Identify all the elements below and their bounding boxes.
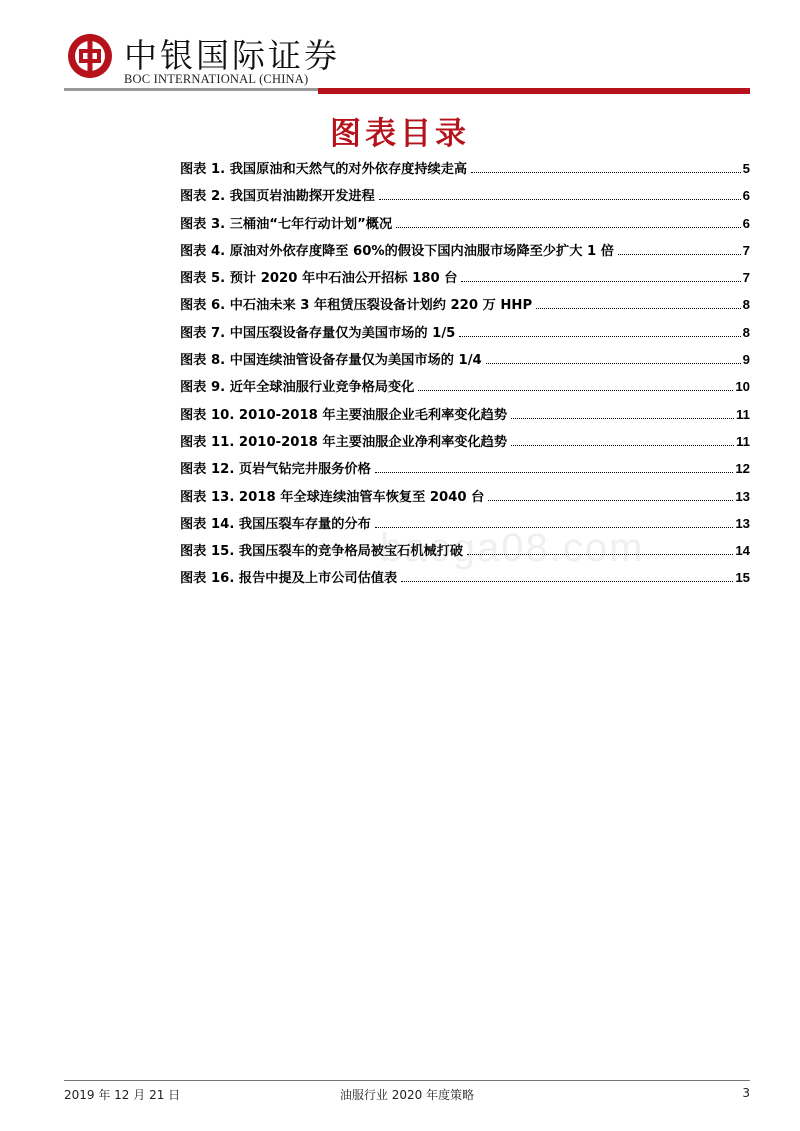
toc-entry-page[interactable]: 6 bbox=[742, 188, 750, 204]
toc-entry-page[interactable]: 13 bbox=[735, 515, 750, 531]
toc-entry-label[interactable]: 图表 15. 我国压裂车的竞争格局被宝石机械打破 bbox=[180, 544, 464, 560]
toc-entry-page[interactable]: 8 bbox=[742, 297, 750, 313]
toc-entry-label[interactable]: 图表 10. 2010-2018 年主要油服企业毛利率变化趋势 bbox=[180, 407, 508, 423]
toc-entry-label[interactable]: 图表 8. 中国连续油管设备存量仅为美国市场的 1/4 bbox=[180, 353, 482, 369]
toc-dot-leader bbox=[486, 363, 741, 364]
toc-entry-page[interactable]: 5 bbox=[742, 161, 750, 176]
toc-dot-leader bbox=[511, 445, 734, 446]
toc-entry-page[interactable]: 14 bbox=[735, 543, 750, 559]
toc-entry[interactable] bbox=[180, 322, 750, 349]
toc-entry-page[interactable]: 15 bbox=[735, 570, 750, 586]
toc-entry-label[interactable]: 图表 6. 中石油未来 3 年租赁压裂设备计划约 220 万 HHP bbox=[180, 298, 533, 314]
toc-entry[interactable] bbox=[180, 376, 750, 403]
toc-entry-page[interactable]: 7 bbox=[742, 242, 750, 258]
toc-entry[interactable] bbox=[180, 486, 750, 513]
footer-page-number: 3 bbox=[742, 1086, 750, 1100]
toc-entry[interactable] bbox=[180, 267, 750, 294]
toc-entry[interactable] bbox=[180, 158, 750, 185]
toc-entry[interactable] bbox=[180, 567, 750, 594]
toc-entry-label[interactable]: 图表 9. 近年全球油服行业竞争格局变化 bbox=[180, 380, 415, 396]
toc-entry-page[interactable]: 8 bbox=[742, 324, 750, 340]
toc-entry-label[interactable]: 图表 7. 中国压裂设备存量仅为美国市场的 1/5 bbox=[180, 325, 456, 341]
toc-entry[interactable] bbox=[180, 431, 750, 458]
toc-entry-label[interactable]: 图表 1. 我国原油和天然气的对外依存度持续走高 bbox=[180, 162, 468, 177]
header-divider-red bbox=[318, 88, 750, 94]
toc-entry-page[interactable]: 9 bbox=[742, 352, 750, 368]
toc-dot-leader bbox=[379, 199, 741, 200]
toc-entry-label[interactable]: 图表 13. 2018 年全球连续油管车恢复至 2040 台 bbox=[180, 489, 485, 505]
toc-entry[interactable] bbox=[180, 185, 750, 212]
toc-dot-leader bbox=[401, 581, 733, 582]
toc-dot-leader bbox=[488, 500, 733, 501]
toc-entry-page[interactable]: 13 bbox=[735, 488, 750, 504]
toc-entry-label[interactable]: 图表 16. 报告中提及上市公司估值表 bbox=[180, 571, 398, 587]
toc-entry-page[interactable]: 7 bbox=[742, 270, 750, 286]
watermark: baoga08.com bbox=[380, 526, 645, 570]
footer-date: 2019 年 12 月 21 日 bbox=[64, 1088, 181, 1102]
toc-entry[interactable] bbox=[180, 213, 750, 240]
toc-entry-label[interactable]: 图表 14. 我国压裂车存量的分布 bbox=[180, 516, 371, 532]
toc-dot-leader bbox=[459, 336, 740, 337]
toc-entry-page[interactable]: 11 bbox=[736, 433, 750, 449]
toc-entry-page[interactable]: 6 bbox=[742, 215, 750, 231]
toc-dot-leader bbox=[396, 227, 741, 228]
toc-entry[interactable] bbox=[180, 404, 750, 431]
toc-entry-label[interactable]: 图表 2. 我国页岩油勘探开发进程 bbox=[180, 189, 375, 205]
toc-dot-leader bbox=[471, 172, 741, 173]
brand-name-chinese: 中银国际证券 bbox=[124, 36, 340, 75]
toc-entry[interactable] bbox=[180, 240, 750, 267]
toc-dot-leader bbox=[375, 472, 734, 473]
page-title: 图表目录 bbox=[330, 116, 470, 152]
toc-dot-leader bbox=[418, 390, 733, 391]
toc-entry-label[interactable]: 图表 3. 三桶油“七年行动计划”概况 bbox=[180, 216, 393, 232]
toc-dot-leader bbox=[536, 308, 741, 309]
toc-entry-label[interactable]: 图表 12. 页岩气钻完井服务价格 bbox=[180, 462, 371, 478]
toc-entry-label[interactable]: 图表 4. 原油对外依存度降至 60%的假设下国内油服市场降至少扩大 1 倍 bbox=[180, 243, 614, 259]
toc-entry-page[interactable]: 12 bbox=[735, 461, 750, 477]
footer-divider bbox=[64, 1080, 750, 1081]
toc-entry[interactable] bbox=[180, 294, 750, 321]
toc-dot-leader bbox=[511, 418, 734, 419]
toc-dot-leader bbox=[618, 254, 741, 255]
toc-dot-leader bbox=[461, 281, 740, 282]
brand-name-english: BOC INTERNATIONAL (CHINA) bbox=[124, 72, 309, 86]
footer-report-title: 油服行业 2020 年度策略 bbox=[339, 1088, 475, 1102]
toc-entry[interactable] bbox=[180, 458, 750, 485]
toc-entry-label[interactable]: 图表 11. 2010-2018 年主要油服企业净利率变化趋势 bbox=[180, 434, 508, 450]
toc-entry-page[interactable]: 11 bbox=[736, 406, 750, 422]
toc-entry[interactable] bbox=[180, 349, 750, 376]
toc-entry-page[interactable]: 10 bbox=[735, 379, 750, 395]
toc-entry-label[interactable]: 图表 5. 预计 2020 年中石油公开招标 180 台 bbox=[180, 271, 458, 287]
boc-logo-icon bbox=[66, 32, 114, 80]
